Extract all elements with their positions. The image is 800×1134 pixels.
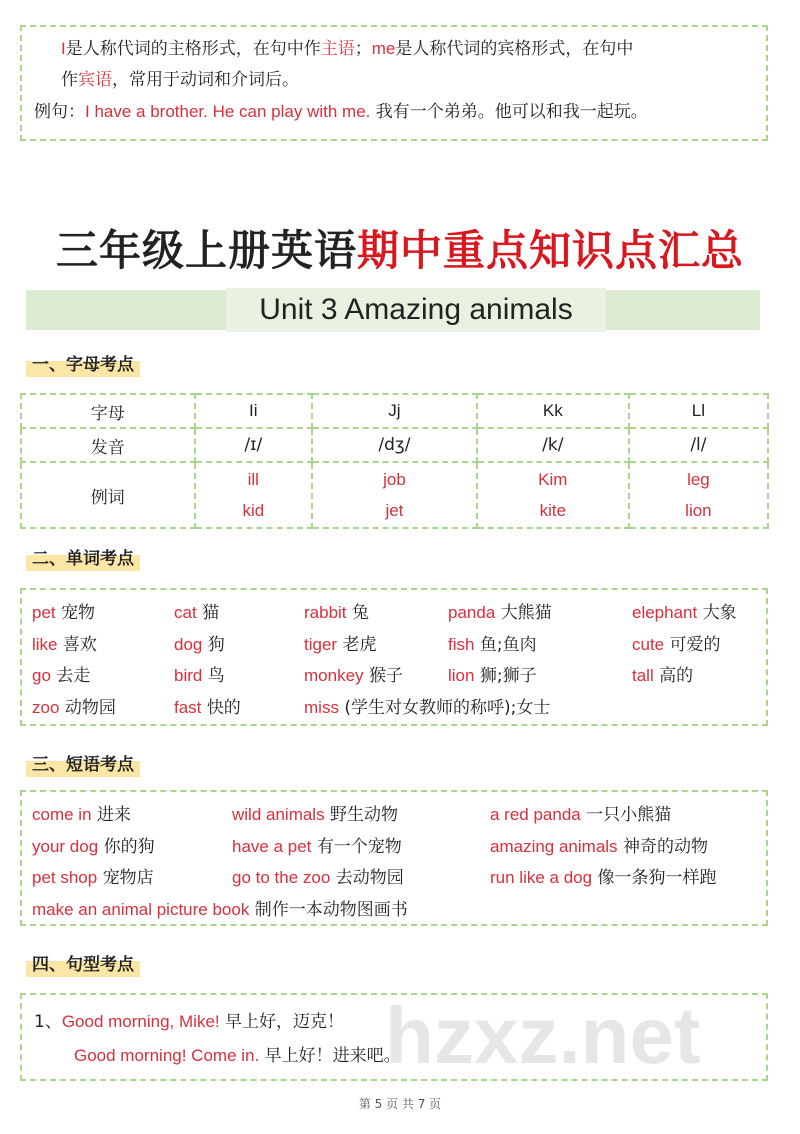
item-en: bird <box>174 666 203 685</box>
item-en: run like a dog <box>490 868 593 887</box>
example-word: kite <box>539 501 567 520</box>
vocab-item <box>632 661 693 686</box>
example-word: leg <box>687 470 710 489</box>
item-en: go <box>32 666 51 685</box>
vocab-item <box>232 863 404 888</box>
title-red: 期中重点知识点汇总 <box>357 226 745 275</box>
vocab-item <box>448 661 537 686</box>
item-zh: 动物园 <box>64 697 116 718</box>
item-zh: (学生对女教师的称呼);女士 <box>344 697 551 718</box>
item-en: panda <box>448 603 496 622</box>
item-zh: 一只小熊猫 <box>586 805 672 825</box>
item-en: fast <box>174 697 202 717</box>
note-highlight: 宾语 <box>78 70 112 90</box>
table-cell: 字母 <box>21 394 195 428</box>
item-zh: 鱼;鱼肉 <box>479 634 537 655</box>
table-cell <box>629 462 768 528</box>
item-en: elephant <box>632 603 698 622</box>
table-cell: Kk <box>477 394 629 428</box>
example-word: job <box>383 470 406 489</box>
vocab-item <box>304 598 369 623</box>
table-cell <box>195 462 313 528</box>
unit-title: Unit 3 Amazing animals <box>226 288 606 332</box>
item-zh: 去动物园 <box>335 868 404 888</box>
vocab-item <box>448 630 537 655</box>
item-en: pet shop <box>32 868 98 887</box>
item-zh: 可爱的 <box>669 634 721 655</box>
item-zh: 老虎 <box>342 634 377 655</box>
item-zh: 像一条狗一样跑 <box>597 868 717 888</box>
vocab-item <box>32 693 116 718</box>
table-cell: /l/ <box>629 428 768 462</box>
item-en: like <box>32 634 58 654</box>
item-en: your dog <box>32 836 99 856</box>
example-label: 例句： <box>34 102 85 122</box>
item-en: come in <box>32 805 92 824</box>
item-en: tiger <box>304 634 338 654</box>
title-black: 三年级上册英语 <box>55 226 357 275</box>
sentence-en: Good morning! Come in. <box>74 1046 260 1065</box>
vocab-item <box>490 832 708 857</box>
note-text: me <box>371 39 396 58</box>
sentence-zh: 早上好！进来吧。 <box>264 1046 401 1066</box>
item-en: zoo <box>32 697 60 717</box>
vocab-item <box>304 693 550 718</box>
item-zh: 兔 <box>351 603 369 623</box>
item-en: wild animals <box>232 805 325 824</box>
pronoun-note-box <box>20 25 768 141</box>
item-zh: 狗 <box>207 634 225 655</box>
vocab-item <box>174 630 225 655</box>
sentence-number: 1、 <box>34 1012 62 1032</box>
item-zh: 高的 <box>659 666 694 686</box>
item-zh: 你的狗 <box>103 836 155 857</box>
table-cell: Ii <box>195 394 313 428</box>
phrases-box <box>20 790 768 926</box>
vocab-item <box>32 661 90 686</box>
item-en: fish <box>448 634 475 654</box>
item-en: monkey <box>304 666 364 685</box>
note-text: 是人称代词的主格形式，在句中作 <box>65 39 321 59</box>
item-zh: 有一个宠物 <box>316 836 402 857</box>
item-en: dog <box>174 634 203 654</box>
item-zh: 宠物店 <box>102 868 154 888</box>
sentence-en: Good morning, Mike! <box>61 1012 220 1031</box>
note-text: ； <box>354 39 372 59</box>
letters-table <box>20 393 769 529</box>
vocab-item <box>32 863 154 888</box>
table-cell <box>477 462 629 528</box>
vocab-item <box>32 832 155 857</box>
table-cell: /ɪ/ <box>195 428 313 462</box>
item-en: cute <box>632 634 665 654</box>
item-zh: 野生动物 <box>330 805 398 825</box>
item-en: amazing animals <box>490 836 618 856</box>
page-number: 第 5 页 共 7 页 <box>358 1097 442 1111</box>
page-title <box>0 218 800 278</box>
item-en: have a pet <box>232 836 312 856</box>
vocab-item <box>174 598 219 623</box>
vocab-item <box>32 630 97 655</box>
vocab-item <box>448 598 552 623</box>
section-heading: 四、句型考点 <box>26 948 140 977</box>
example-word: ill <box>247 470 259 489</box>
item-zh: 喜欢 <box>62 634 97 655</box>
table-cell: /k/ <box>477 428 629 462</box>
unit-banner <box>26 290 760 330</box>
section-heading: 一、字母考点 <box>26 348 140 377</box>
item-zh: 快的 <box>206 697 241 718</box>
vocab-item <box>174 693 241 718</box>
table-cell <box>312 462 477 528</box>
section-heading: 三、短语考点 <box>26 748 140 777</box>
vocab-item <box>32 895 408 920</box>
sentence-zh: 早上好，迈克！ <box>225 1012 345 1032</box>
table-cell: 例词 <box>21 462 195 528</box>
table-cell: /dʒ/ <box>312 428 477 462</box>
item-en: pet <box>32 603 56 622</box>
item-zh: 大象 <box>702 603 737 623</box>
item-zh: 制作一本动物图画书 <box>254 899 408 920</box>
item-en: go to the zoo <box>232 868 331 887</box>
item-en: make an animal picture book <box>32 899 250 919</box>
section-heading: 二、单词考点 <box>26 542 140 571</box>
example-word: lion <box>685 501 712 520</box>
example-word: kid <box>242 501 265 520</box>
item-zh: 猴子 <box>368 666 403 686</box>
table-cell: Jj <box>312 394 477 428</box>
item-zh: 猫 <box>202 603 220 623</box>
vocab-item <box>304 630 376 655</box>
vocab-item <box>174 661 225 686</box>
vocab-item <box>32 800 131 825</box>
vocab-item <box>632 630 721 655</box>
item-zh: 宠物 <box>61 603 96 623</box>
vocab-item <box>32 598 95 623</box>
note-text: ，常用于动词和介词后。 <box>112 70 299 90</box>
table-cell: 发音 <box>21 428 195 462</box>
example-word: jet <box>385 501 404 520</box>
item-en: miss <box>304 697 339 717</box>
vocab-item <box>490 863 716 888</box>
example-en: I have a brother. He can play with me. <box>85 102 371 121</box>
note-highlight: 主语 <box>320 39 355 59</box>
item-zh: 大熊猫 <box>500 603 552 623</box>
vocab-item <box>304 661 403 686</box>
vocab-item <box>490 800 671 825</box>
watermark: hzxz.net <box>385 991 701 1080</box>
item-zh: 鸟 <box>207 666 225 686</box>
vocab-item <box>232 800 398 825</box>
example-word: Kim <box>538 470 568 489</box>
item-en: a red panda <box>490 805 581 824</box>
item-en: lion <box>448 666 475 685</box>
note-text: I <box>61 39 66 58</box>
note-text: 作 <box>61 70 78 90</box>
item-zh: 进来 <box>96 805 131 825</box>
item-zh: 狮;狮子 <box>479 666 537 686</box>
example-zh: 我有一个弟弟。他可以和我一起玩。 <box>375 102 648 122</box>
item-en: tall <box>632 666 654 685</box>
item-zh: 神奇的动物 <box>622 836 708 857</box>
item-en: rabbit <box>304 603 347 622</box>
vocab-item <box>632 598 737 623</box>
note-text: 是人称代词的宾格形式，在句中 <box>395 39 634 59</box>
item-zh: 去走 <box>56 666 91 686</box>
table-cell: Ll <box>629 394 768 428</box>
words-box <box>20 588 768 726</box>
item-en: cat <box>174 603 197 622</box>
vocab-item <box>232 832 402 857</box>
